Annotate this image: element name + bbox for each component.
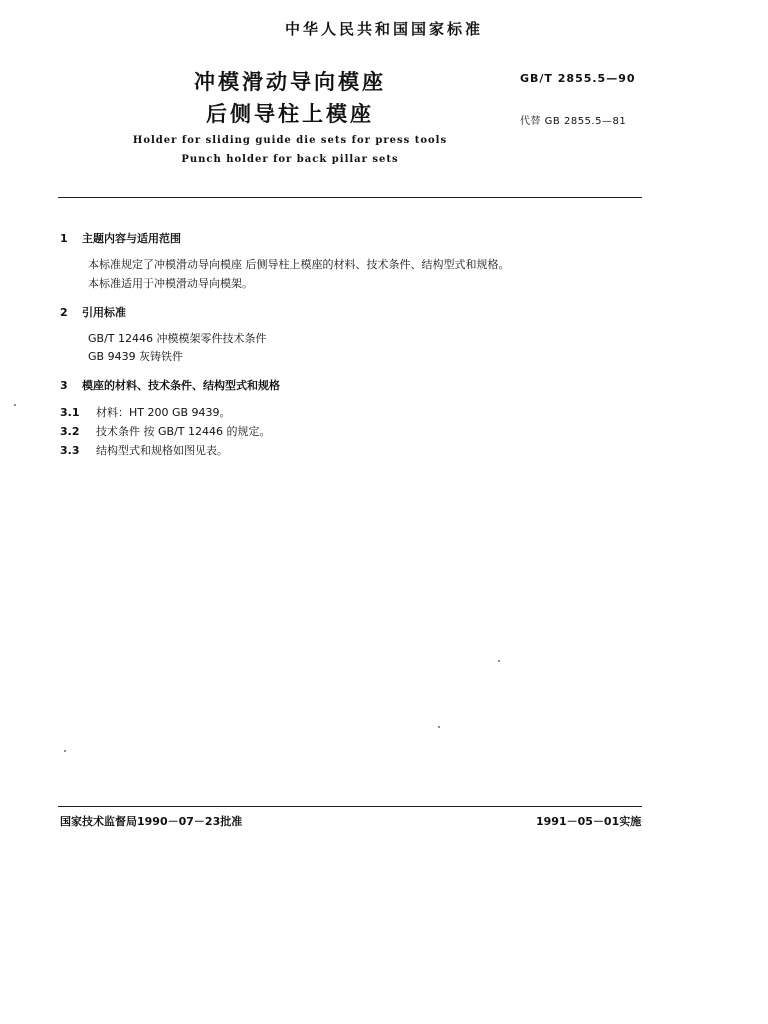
section-2-heading	[60, 304, 126, 320]
clause-3-3-text: 结构型式和规格如图见表。	[96, 444, 228, 457]
footer-divider	[58, 806, 642, 807]
approval-date: 国家技术监督局1990－07－23批准	[60, 815, 243, 828]
scan-speck	[64, 750, 66, 752]
clause-3-2-number: 3.2	[60, 425, 80, 438]
section-1-heading	[60, 230, 181, 246]
section-1-paragraph-1: 本标准规定了冲模滑动导向模座 后侧导柱上模座的材料、技术条件、结构型式和规格。	[88, 258, 510, 271]
section-1-title: 主题内容与适用范围	[82, 232, 181, 245]
clause-3-1-number: 3.1	[60, 406, 80, 419]
document-title-line2: 后侧导柱上模座	[206, 102, 374, 126]
effective-date: 1991－05－01实施	[536, 815, 642, 828]
replaces-standard: 代替 GB 2855.5—81	[520, 116, 627, 127]
section-3-title: 模座的材料、技术条件、结构型式和规格	[82, 379, 280, 392]
standard-number: GB/T 2855.5—90	[520, 72, 636, 85]
national-standard-heading: 中华人民共和国国家标准	[284, 20, 483, 38]
document-title-line1: 冲模滑动导向模座	[194, 70, 386, 94]
section-3-heading	[60, 377, 280, 393]
section-2-title: 引用标准	[82, 306, 126, 319]
clause-3-3-number: 3.3	[60, 444, 80, 457]
english-title-line1: Holder for sliding guide die sets for press tools	[132, 135, 448, 146]
scan-speck	[14, 404, 16, 406]
section-1-paragraph-2: 本标准适用于冲模滑动导向模架。	[88, 277, 253, 290]
clause-3-1-text: 材料：HT 200 GB 9439。	[96, 406, 231, 419]
section-2-number: 2	[60, 306, 68, 319]
section-1-number: 1	[60, 232, 68, 245]
scan-speck	[438, 726, 440, 728]
clause-3-2	[60, 423, 270, 439]
clause-3-1	[60, 404, 231, 420]
english-title-line2: Punch holder for back pillar sets	[181, 154, 399, 165]
reference-standard-1: GB/T 12446 冲模模架零件技术条件	[88, 332, 267, 345]
section-3-number: 3	[60, 379, 68, 392]
scan-speck	[498, 660, 500, 662]
header-divider	[58, 197, 642, 198]
clause-3-2-text: 技术条件 按 GB/T 12446 的规定。	[96, 425, 271, 438]
clause-3-3	[60, 442, 228, 458]
reference-standard-2: GB 9439 灰铸铁件	[88, 350, 184, 363]
